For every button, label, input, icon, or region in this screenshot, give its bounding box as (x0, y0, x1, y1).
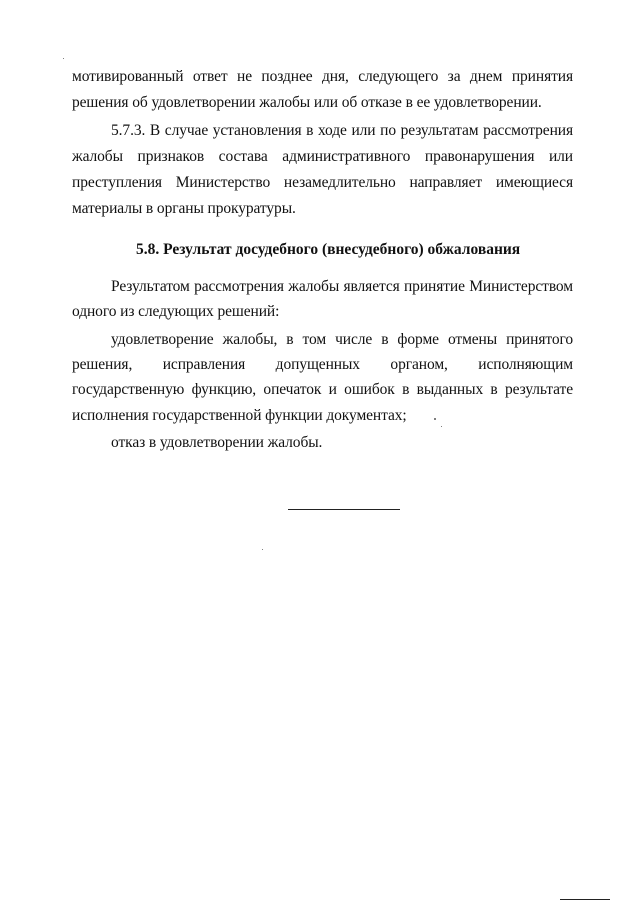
scan-speck (441, 426, 442, 427)
paragraph-line: мотивированный ответ не позднее дня, следующего за днем принятия (72, 68, 573, 85)
paragraph-line: исполнения государственной функции документах; (72, 407, 407, 424)
scan-speck (63, 58, 64, 59)
closing-rule (288, 509, 400, 510)
paragraph-line: материалы в органы прокуратуры. (72, 200, 296, 217)
paragraph-line: жалобы признаков состава административного правонарушения или (72, 148, 573, 165)
scan-speck (262, 549, 263, 550)
section-heading: 5.8. Результат досудебного (внесудебного) обжалования (136, 241, 521, 258)
paragraph-line: отказ в удовлетворении жалобы. (111, 434, 323, 451)
scan-speck (434, 418, 436, 420)
paragraph-line: решения, исправления допущенных органом, исполняющим (72, 356, 573, 373)
paragraph-line: преступления Министерство незамедлительно направляет имеющиеся (72, 174, 573, 191)
paragraph-line: решения об удовлетворении жалобы или об отказе в ее удовлетворении. (72, 94, 542, 111)
paragraph-line: удовлетворение жалобы, в том числе в форме отмены принятого (111, 331, 573, 348)
paragraph-line: одного из следующих решений: (72, 303, 280, 320)
paragraph-line: государственную функцию, опечаток и ошибок в выданных в результате (72, 381, 573, 398)
paragraph-line: Результатом рассмотрения жалобы является принятие Министерством (111, 278, 573, 295)
footer-rule (560, 899, 610, 900)
paragraph-line: 5.7.3. В случае установления в ходе или по результатам рассмотрения (111, 122, 573, 139)
